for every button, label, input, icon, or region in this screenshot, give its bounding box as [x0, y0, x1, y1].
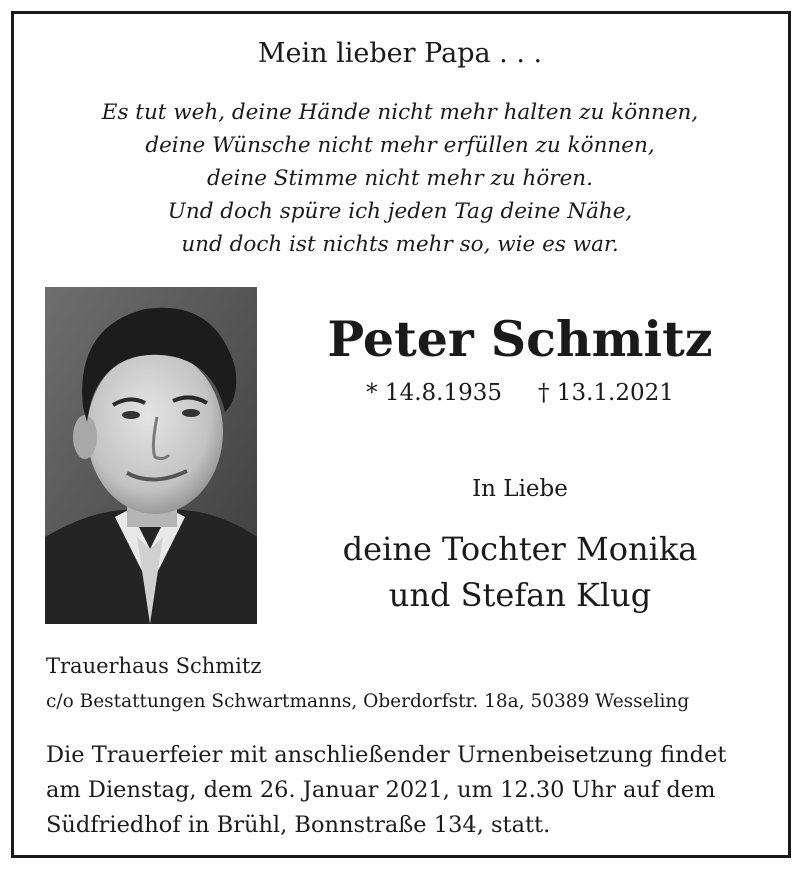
poem-line: deine Stimme nicht mehr zu hören.	[207, 166, 593, 191]
deceased-name: Peter Schmitz	[327, 310, 713, 368]
death-date: † 13.1.2021	[538, 380, 674, 406]
contact-address: c/o Bestattungen Schwartmanns, Oberdorfstr. 18a, 50389 Wesseling	[46, 691, 690, 712]
mourner-line: deine Tochter Monika	[342, 530, 698, 568]
mourning-house: Trauerhaus Schmitz	[46, 654, 262, 678]
poem-line: Es tut weh, deine Hände nicht mehr halten zu können,	[101, 100, 699, 125]
life-dates	[270, 380, 770, 406]
heading: Mein lieber Papa . . .	[257, 38, 543, 69]
poem-line: deine Wünsche nicht mehr erfüllen zu können,	[145, 133, 655, 158]
poem-line: und doch ist nichts mehr so, wie es war.	[181, 232, 619, 257]
poem-line: Und doch spüre ich jeden Tag deine Nähe,	[167, 199, 633, 224]
closing-phrase: In Liebe	[472, 476, 568, 502]
ceremony-line: Südfriedhof in Brühl, Bonnstraße 134, statt.	[46, 812, 551, 838]
birth-date: * 14.8.1935	[366, 380, 502, 406]
ceremony-line: Die Trauerfeier mit anschließender Urnenbeisetzung findet	[46, 742, 727, 768]
poem	[0, 96, 800, 261]
portrait-photo	[45, 287, 257, 624]
ceremony-details	[46, 738, 766, 843]
ceremony-line: am Dienstag, dem 26. Januar 2021, um 12.30 Uhr auf dem	[46, 777, 716, 803]
mourner-line: und Stefan Klug	[388, 576, 652, 614]
mourners	[270, 526, 770, 618]
